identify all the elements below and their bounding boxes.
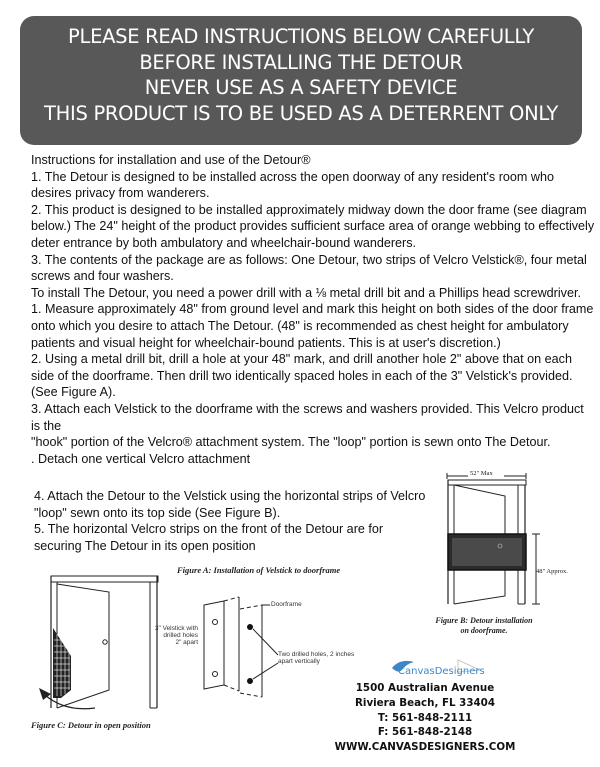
address-line-1: 1500 Australian Avenue xyxy=(355,682,495,694)
step-paragraph: 3. Attach each Velstick to the doorframe with the screws and washers provided. This Velcro product is the xyxy=(31,401,584,433)
figure-b-caption xyxy=(424,616,544,636)
intro-paragraph: 3. The contents of the package are as follows: One Detour, two strips of Velcro Velstick®, four metal screws and four washers. xyxy=(31,252,587,284)
figure-a-caption: Figure A: Installation of Velstick to doorframe xyxy=(177,565,341,575)
step-paragraph: 4. Attach the Detour to the Velstick using the horizontal strips of Velcro "loop" sewn onto its top side (See Figure B). xyxy=(34,489,426,520)
instructions-heading: Instructions for installation and use of the Detour® xyxy=(31,153,311,167)
label-line: 3" Velstick with xyxy=(154,625,198,632)
step-paragraph: "hook" portion of the Velcro® attachment system. The "loop" portion is sewn onto The Detour. xyxy=(31,435,551,450)
caption-line: Figure B: Detour installation xyxy=(435,616,533,625)
label-line: 2" apart xyxy=(175,639,198,646)
figure-b xyxy=(430,468,600,638)
step-paragraph: 5. The horizontal Velcro strips on the front of the Detour are for securing The Detour in its open position xyxy=(34,522,384,553)
phone-number: T: 561-848-2111 xyxy=(377,711,473,724)
figure-a xyxy=(140,565,380,715)
label-line: apart vertically xyxy=(278,658,320,665)
label-line: Two drilled holes, 2 inches xyxy=(278,651,355,658)
instructions-body xyxy=(31,152,596,467)
intro-paragraph: 2. This product is designed to be installed approximately midway down the door frame (see diagram below.) The 24" height of the product provides sufficient surface area of orange webbing to effectively deter entrance by both ambulatory and wheelchair-bound wanderers. xyxy=(31,202,595,250)
step-paragraph: 2. Using a metal drill bit, drill a hole at your 48" mark, and drill another hole 2" above that on each side of the doorframe. Then drill two identically spaced holes in each of the 3" Velstick's provided. (See Figure A). xyxy=(31,352,573,400)
fax-number: F: 561-848-2148 xyxy=(377,726,473,739)
contact-info xyxy=(334,681,516,755)
intro-paragraph: 1. The Detour is designed to be installed across the open doorway of any resident's room who desires privacy from wanderers. xyxy=(31,169,555,201)
website-link[interactable]: WWW.CANVASDESIGNERS.COM xyxy=(334,741,516,754)
figure-b-illustration xyxy=(430,468,600,638)
address-line-2: Riviera Beach, FL 33404 xyxy=(354,696,495,709)
label-line: drilled holes xyxy=(163,632,198,639)
instructions-continued xyxy=(34,488,434,554)
figure-b-height-label: 48" Approx. xyxy=(536,568,568,575)
banner-line: PLEASE READ INSTRUCTIONS BELOW CAREFULLY xyxy=(68,25,534,48)
intro-paragraph: To install The Detour, you need a power drill with a ⅛ metal drill bit and a Phillips head screwdriver. xyxy=(31,285,581,300)
figure-b-width-label: 52" Max xyxy=(470,470,493,477)
canvas-designers-logo xyxy=(388,656,488,682)
step-paragraph: . Detach one vertical Velcro attachment xyxy=(31,451,251,466)
step-paragraph: 1. Measure approximately 48" from ground level and mark this height on both sides of the door frame onto which you desire to attach The Detour. (48" is recommended as chest height for ambulatory patients and visual height for wheelchair-bound patients. This is at user's discretion.) xyxy=(31,302,594,350)
banner-line: THIS PRODUCT IS TO BE USED AS A DETERRENT ONLY xyxy=(44,101,558,125)
holes-label xyxy=(278,651,354,665)
banner-line: NEVER USE AS A SAFETY DEVICE xyxy=(144,76,458,99)
warning-banner xyxy=(20,16,582,145)
banner-line: BEFORE INSTALLING THE DETOUR xyxy=(139,50,463,74)
caption-line: on doorframe. xyxy=(460,626,508,635)
figure-c-caption: Figure C: Detour in open position xyxy=(31,720,151,730)
velstick-label xyxy=(142,625,198,646)
logo-text: CanvasDesigners xyxy=(398,666,485,677)
doorframe-label: Doorframe xyxy=(271,601,302,608)
